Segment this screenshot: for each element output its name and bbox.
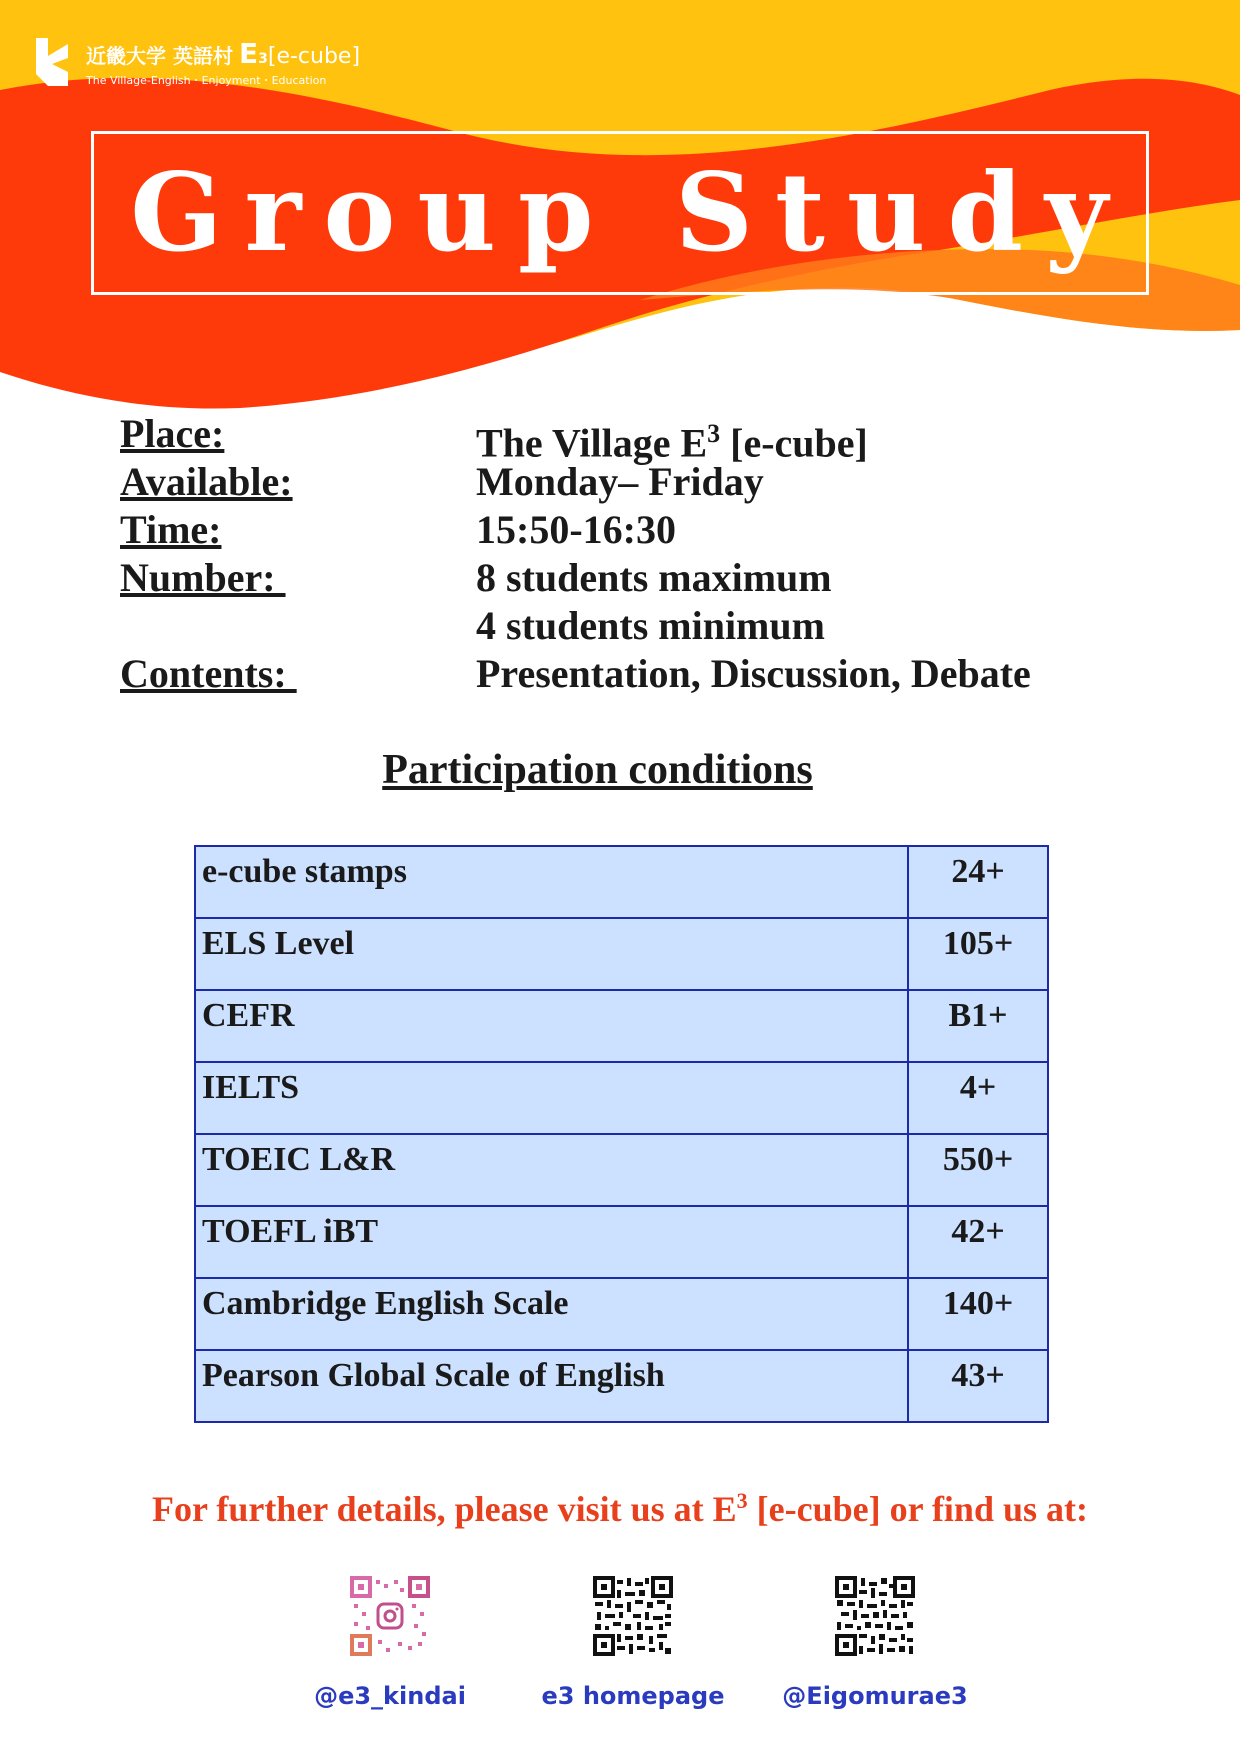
condition-value: B1+	[908, 990, 1048, 1062]
condition-value: 105+	[908, 918, 1048, 990]
condition-name: CEFR	[195, 990, 908, 1062]
condition-value: 140+	[908, 1278, 1048, 1350]
further-details-text: For further details, please visit us at $E^3$ [e-cube] or find us at:	[152, 1488, 1088, 1529]
condition-name: IELTS	[195, 1062, 908, 1134]
logo-tagline: The Village-English・Enjoyment・Education	[86, 73, 327, 87]
condition-name: TOEIC L&R	[195, 1134, 908, 1206]
condition-value: 43+	[908, 1350, 1048, 1422]
condition-value: 550+	[908, 1134, 1048, 1206]
info-value: 4 students minimum	[476, 603, 825, 648]
qr-code-icon[interactable]	[835, 1576, 915, 1656]
condition-name: e-cube stamps	[195, 846, 908, 918]
table-row	[195, 990, 1048, 1062]
table-row	[195, 1062, 1048, 1134]
logo-brand: E	[238, 36, 259, 70]
condition-value: 24+	[908, 846, 1048, 918]
instagram-handle-link[interactable]: @e3_kindai	[314, 1682, 466, 1710]
e-cube-logo	[34, 34, 360, 90]
table-row	[195, 1206, 1048, 1278]
info-value: The Village $E^3$ [e-cube]	[476, 419, 868, 466]
logo-brand-sup: 3	[258, 50, 268, 67]
table-row	[195, 1278, 1048, 1350]
logo-jp-text: 近畿大学 英語村	[86, 43, 233, 68]
info-value: Monday– Friday	[476, 459, 764, 504]
info-label: Available:	[120, 459, 293, 504]
condition-name: Cambridge English Scale	[195, 1278, 908, 1350]
conditions-table	[194, 845, 1049, 1423]
table-row	[195, 918, 1048, 990]
info-label: Number:	[120, 555, 286, 600]
info-label: Place:	[120, 411, 225, 456]
info-value: Presentation, Discussion, Debate	[476, 651, 1031, 696]
homepage-link[interactable]: e3 homepage	[541, 1682, 725, 1710]
info-label: Time:	[120, 507, 222, 552]
page-title: Group Study	[130, 150, 1130, 276]
info-value: 15:50-16:30	[476, 507, 676, 552]
condition-name: Pearson Global Scale of English	[195, 1350, 908, 1422]
table-row	[195, 1134, 1048, 1206]
condition-name: TOEFL iBT	[195, 1206, 908, 1278]
table-row	[195, 1350, 1048, 1422]
eigomura-handle-link[interactable]: @Eigomurae3	[782, 1682, 968, 1710]
info-label: Contents:	[120, 651, 297, 696]
qr-code-icon[interactable]	[593, 1576, 673, 1656]
condition-value: 42+	[908, 1206, 1048, 1278]
conditions-title: Participation conditions	[382, 747, 813, 793]
instagram-qr-icon[interactable]	[350, 1576, 430, 1656]
logo-brand-suffix: [e-cube]	[267, 43, 361, 69]
table-row	[195, 846, 1048, 918]
title-frame	[91, 131, 1149, 295]
info-value: 8 students maximum	[476, 555, 832, 600]
e-cube-logo-mark-icon	[34, 34, 78, 90]
condition-name: ELS Level	[195, 918, 908, 990]
condition-value: 4+	[908, 1062, 1048, 1134]
